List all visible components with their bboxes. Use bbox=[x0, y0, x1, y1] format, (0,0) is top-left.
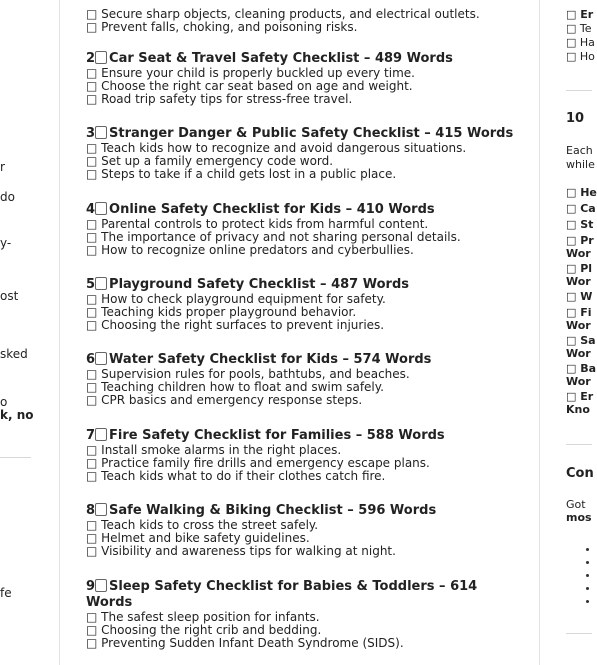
right-text-fragment: □ Ha bbox=[566, 36, 595, 49]
section-number: 9 bbox=[86, 579, 96, 594]
checkbox-icon bbox=[95, 428, 107, 441]
section-number: 2 bbox=[86, 51, 96, 66]
checklist-item: □ Set up a family emergency code word. bbox=[86, 154, 334, 168]
section-number: 4 bbox=[86, 202, 96, 217]
right-text-fragment: Wor bbox=[566, 275, 591, 288]
right-text-fragment: Kno bbox=[566, 403, 590, 416]
section-number: 8 bbox=[86, 503, 96, 518]
right-text-fragment: mos bbox=[566, 511, 592, 524]
section-title: Safe Walking & Biking Checklist – 596 Words bbox=[109, 503, 437, 518]
checklist-item: □ The safest sleep position for infants. bbox=[86, 610, 320, 624]
checkbox-icon bbox=[95, 277, 107, 290]
right-divider bbox=[566, 633, 592, 634]
right-text-fragment: Wor bbox=[566, 375, 591, 388]
section-title: Playground Safety Checklist – 487 Words bbox=[109, 277, 409, 292]
checklist-item: □ Choosing the right surfaces to prevent injuries. bbox=[86, 318, 385, 332]
checklist-item: □ Teaching children how to float and swim safely. bbox=[86, 380, 384, 394]
checklist-section bbox=[86, 126, 526, 181]
right-text-fragment: □ St bbox=[566, 218, 594, 231]
list-bullet bbox=[586, 561, 589, 564]
right-heading[interactable]: 10 bbox=[566, 111, 585, 126]
section-number: 6 bbox=[86, 352, 96, 367]
checklist-item: □ Choosing the right crib and bedding. bbox=[86, 623, 322, 637]
right-divider bbox=[566, 444, 592, 445]
checklist-item: □ Teach kids to cross the street safely. bbox=[86, 518, 319, 532]
section-heading bbox=[86, 352, 526, 367]
checklist-item: □ Practice family fire drills and emergency escape plans. bbox=[86, 456, 430, 470]
checklist-section bbox=[86, 503, 526, 558]
left-text-fragment: k, no bbox=[0, 408, 34, 422]
right-text-fragment: □ Er bbox=[566, 8, 594, 21]
checklist-section bbox=[86, 352, 526, 407]
checkbox-icon bbox=[95, 202, 107, 215]
right-text-fragment: □ Te bbox=[566, 22, 592, 35]
right-text-fragment: □ Ho bbox=[566, 50, 595, 63]
checklist-item: □ Install smoke alarms in the right places. bbox=[86, 443, 342, 457]
column-divider-left bbox=[59, 0, 60, 665]
right-text-fragment: Got bbox=[566, 498, 586, 511]
checkbox-icon bbox=[95, 352, 107, 365]
right-text-fragment: □ Pl bbox=[566, 262, 593, 275]
left-text-fragment: ost bbox=[0, 289, 19, 303]
checklist-section bbox=[86, 579, 526, 650]
section-heading bbox=[86, 51, 526, 66]
right-text-fragment: □ Sa bbox=[566, 334, 596, 347]
right-text-fragment: □ Pr bbox=[566, 234, 594, 247]
section-title: Car Seat & Travel Safety Checklist – 489 Words bbox=[109, 51, 453, 66]
section-title: Water Safety Checklist for Kids – 574 Words bbox=[109, 352, 432, 367]
checklist-item: □ Teaching kids proper playground behavior. bbox=[86, 305, 357, 319]
column-divider-right bbox=[539, 0, 540, 665]
checklist-item: □ Helmet and bike safety guidelines. bbox=[86, 531, 310, 545]
section-heading-continued: Words bbox=[86, 595, 133, 610]
section-heading bbox=[86, 277, 526, 292]
checklist-item: □ Preventing Sudden Infant Death Syndrome (SIDS). bbox=[86, 636, 404, 650]
checklist-item: □ Choose the right car seat based on age and weight. bbox=[86, 79, 413, 93]
checklist-item: □ Teach kids how to recognize and avoid dangerous situations. bbox=[86, 141, 467, 155]
right-text-fragment: □ He bbox=[566, 186, 597, 199]
right-divider bbox=[566, 90, 592, 91]
checklist-item: □ The importance of privacy and not sharing personal details. bbox=[86, 230, 461, 244]
section-title: Fire Safety Checklist for Families – 588 Words bbox=[109, 428, 445, 443]
left-text-fragment: do bbox=[0, 190, 15, 204]
right-text-fragment: □ Ca bbox=[566, 202, 596, 215]
left-text-fragment: y- bbox=[0, 236, 12, 250]
section-number: 7 bbox=[86, 428, 96, 443]
checklist-item: □ Steps to take if a child gets lost in a public place. bbox=[86, 167, 397, 181]
right-column bbox=[566, 0, 597, 665]
checklist-item: □ Visibility and awareness tips for walking at night. bbox=[86, 544, 396, 558]
section-heading bbox=[86, 428, 526, 443]
section-heading bbox=[86, 503, 526, 518]
right-text-fragment: □ Ba bbox=[566, 362, 597, 375]
left-text-fragment: fe bbox=[0, 586, 12, 600]
checklist-item: □ Prevent falls, choking, and poisoning risks. bbox=[86, 20, 358, 34]
section-number: 3 bbox=[86, 126, 96, 141]
right-text-fragment: □ Er bbox=[566, 390, 594, 403]
checklist-item: □ How to recognize online predators and cyberbullies. bbox=[86, 243, 414, 257]
right-heading: Con bbox=[566, 466, 594, 481]
left-text-fragment: o bbox=[0, 395, 8, 409]
checkbox-icon bbox=[95, 51, 107, 64]
right-text-fragment: □ Fi bbox=[566, 306, 592, 319]
checklist-item: □ Road trip safety tips for stress-free travel. bbox=[86, 92, 353, 106]
left-text-fragment: r bbox=[0, 160, 5, 174]
section-number: 5 bbox=[86, 277, 96, 292]
checkbox-icon bbox=[95, 126, 107, 139]
checklist-item: □ Supervision rules for pools, bathtubs, and beaches. bbox=[86, 367, 410, 381]
intro-list bbox=[86, 8, 526, 34]
checklist-section bbox=[86, 51, 526, 106]
checklist-section bbox=[86, 277, 526, 332]
list-bullet bbox=[586, 574, 589, 577]
right-text-fragment: Each bbox=[566, 144, 593, 157]
section-title: Online Safety Checklist for Kids – 410 Words bbox=[109, 202, 435, 217]
checklist-section bbox=[86, 428, 526, 483]
checkbox-icon bbox=[95, 503, 107, 516]
left-divider bbox=[0, 457, 31, 458]
right-text-fragment: while bbox=[566, 158, 595, 171]
left-column bbox=[0, 0, 58, 665]
right-text-fragment: □ W bbox=[566, 290, 593, 303]
list-bullet bbox=[586, 548, 589, 551]
list-bullet bbox=[586, 600, 589, 603]
section-heading bbox=[86, 126, 526, 141]
right-text-fragment: Wor bbox=[566, 247, 591, 260]
list-bullet bbox=[586, 587, 589, 590]
checklist-item: □ Parental controls to protect kids from harmful content. bbox=[86, 217, 429, 231]
checklist-item: □ Teach kids what to do if their clothes catch fire. bbox=[86, 469, 386, 483]
checklist-item: □ Ensure your child is properly buckled up every time. bbox=[86, 66, 415, 80]
checklist-item: □ How to check playground equipment for safety. bbox=[86, 292, 386, 306]
left-text-fragment: sked bbox=[0, 347, 28, 361]
checkbox-icon bbox=[95, 579, 107, 592]
main-content bbox=[86, 0, 526, 665]
section-title: Stranger Danger & Public Safety Checklist – 415 Words bbox=[109, 126, 514, 141]
checklist-section bbox=[86, 202, 526, 257]
right-text-fragment: Wor bbox=[566, 319, 591, 332]
checklist-item: □ Secure sharp objects, cleaning products, and electrical outlets. bbox=[86, 7, 480, 21]
right-text-fragment: Wor bbox=[566, 347, 591, 360]
section-heading bbox=[86, 579, 526, 594]
checklist-item: □ CPR basics and emergency response steps. bbox=[86, 393, 363, 407]
section-title: Sleep Safety Checklist for Babies & Toddlers – 614 bbox=[109, 579, 478, 594]
section-heading bbox=[86, 202, 526, 217]
